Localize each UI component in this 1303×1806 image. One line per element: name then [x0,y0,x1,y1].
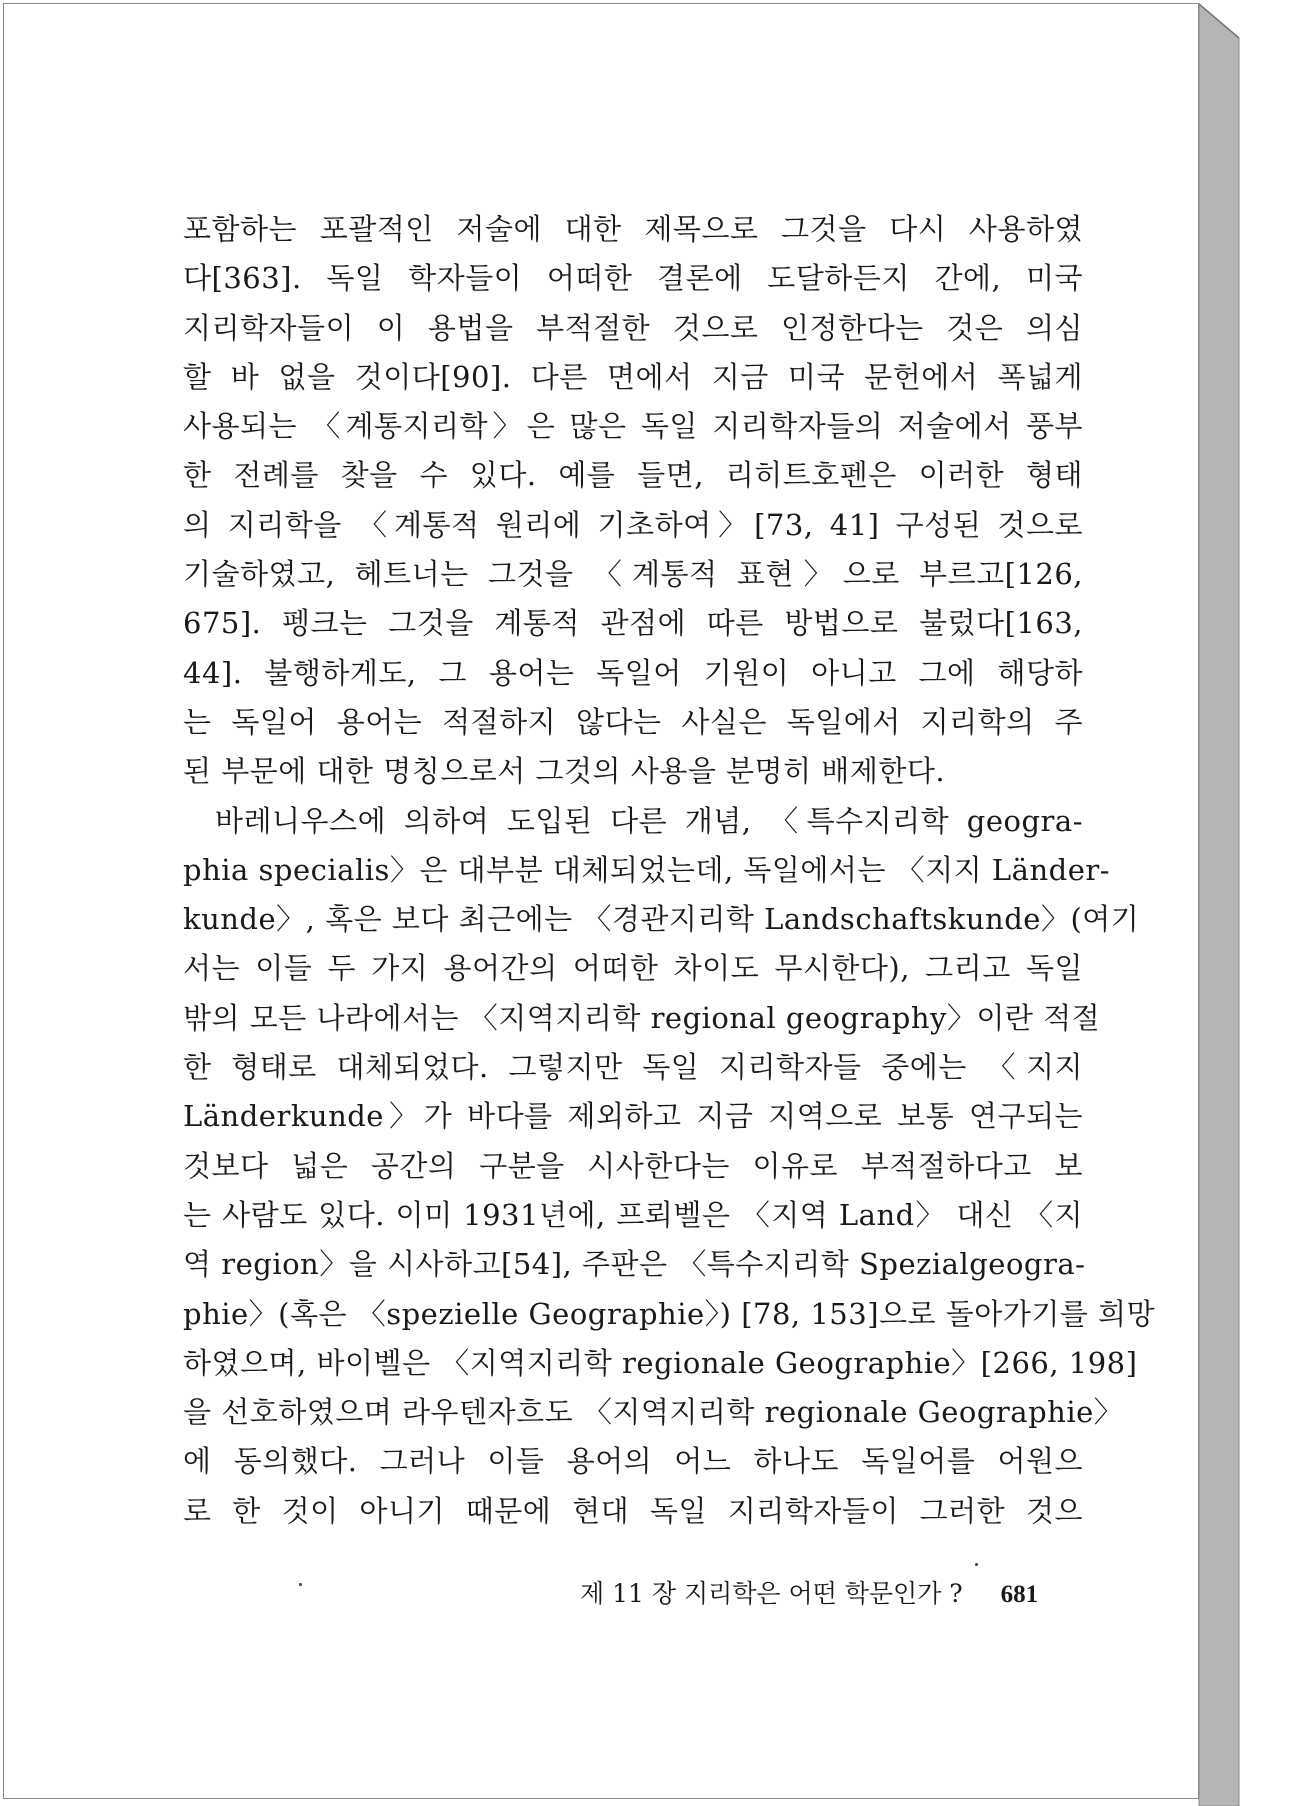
text-line: 기술하였고, 헤트너는 그것을 〈계통적 표현〉으로 부르고[126, [183,557,1083,592]
text-line: 사용되는 〈계통지리학〉은 많은 독일 지리학자들의 저술에서 풍부 [183,409,1083,444]
text-line: 것보다 넓은 공간의 구분을 시사한다는 이유로 부적절하다고 보 [183,1148,1083,1183]
text-line: 한 전례를 찾을 수 있다. 예를 들면, 리히트호펜은 이러한 형태 [183,458,1083,493]
text-line: 을 선호하였으며 라우텐자흐도 〈지역지리학 regionale Geographie〉 [183,1395,1124,1430]
page-footer [580,1574,1060,1614]
body-text [183,205,1156,1536]
text-line: phie〉(혹은 〈spezielle Geographie〉) [78, 153]으로 돌아가기를 희망 [183,1296,1156,1331]
text-line: 지리학자들이 이 용법을 부적절한 것으로 인정한다는 것은 의심 [183,310,1083,345]
text-line: 포함하는 포괄적인 저술에 대한 제목으로 그것을 다시 사용하였 [183,212,1083,246]
text-line: 된 부문에 대한 명칭으로서 그것의 사용을 분명히 배제한다. [183,754,946,789]
text-line: 한 형태로 대체되었다. 그렇지만 독일 지리학자들 중에는 〈지지 [183,1050,1083,1085]
text-line: 는 독일어 용어는 적절하지 않다는 사실은 독일에서 지리학의 주 [183,704,1083,739]
text-line: 에 동의했다. 그러나 이들 용어의 어느 하나도 독일어를 어원으 [183,1444,1083,1479]
text-line: Länderkunde〉가 바다를 제외하고 지금 지역으로 보통 연구되는 [183,1099,1083,1134]
text-line: 밖의 모든 나라에서는 〈지역지리학 regional geography〉이란 적절 [183,1000,1101,1035]
scan-speck [299,1583,302,1586]
text-line: phia specialis〉은 대부분 대체되었는데, 독일에서는 〈지지 Länder- [183,852,1111,887]
text-line: 다[363]. 독일 학자들이 어떠한 결론에 도달하든지 간에, 미국 [183,261,1083,296]
text-line: 44]. 불행하게도, 그 용어는 독일어 기원이 아니고 그에 해당하 [183,655,1083,690]
text-line: 바레니우스에 의하여 도입된 다른 개념, 〈특수지리학 geogra- [215,803,1083,838]
running-footer-chapter: 제 11 장 지리학은 어떤 학문인가 ? [580,1579,963,1608]
scan-speck [975,1563,978,1566]
text-line: 675]. 펭크는 그것을 계통적 관점에 따른 방법으로 불렀다[163, [183,606,1083,641]
text-line: 역 region〉을 시사하고[54], 주판은 〈특수지리학 Spezialgeogra- [183,1247,1086,1282]
page-number: 681 [1000,1581,1039,1608]
text-line: 는 사람도 있다. 이미 1931년에, 프뢰벨은 〈지역 Land〉 대신 〈지 [183,1197,1083,1232]
text-line: 서는 이들 두 가지 용어간의 어떠한 차이도 무시한다), 그리고 독일 [183,951,1083,986]
text-line: kunde〉, 혹은 보다 최근에는 〈경관지리학 Landschaftskunde〉(여기 [183,902,1140,937]
text-line: 할 바 없을 것이다[90]. 다른 면에서 지금 미국 문헌에서 폭넓게 [183,359,1083,394]
text-line: 의 지리학을 〈계통적 원리에 기초하여〉[73, 41] 구성된 것으로 [183,507,1083,542]
text-line: 로 한 것이 아니기 때문에 현대 독일 지리학자들이 그러한 것으 [183,1493,1083,1528]
text-line: 하였으며, 바이벨은 〈지역지리학 regionale Geographie〉[266, 198] [183,1345,1138,1380]
